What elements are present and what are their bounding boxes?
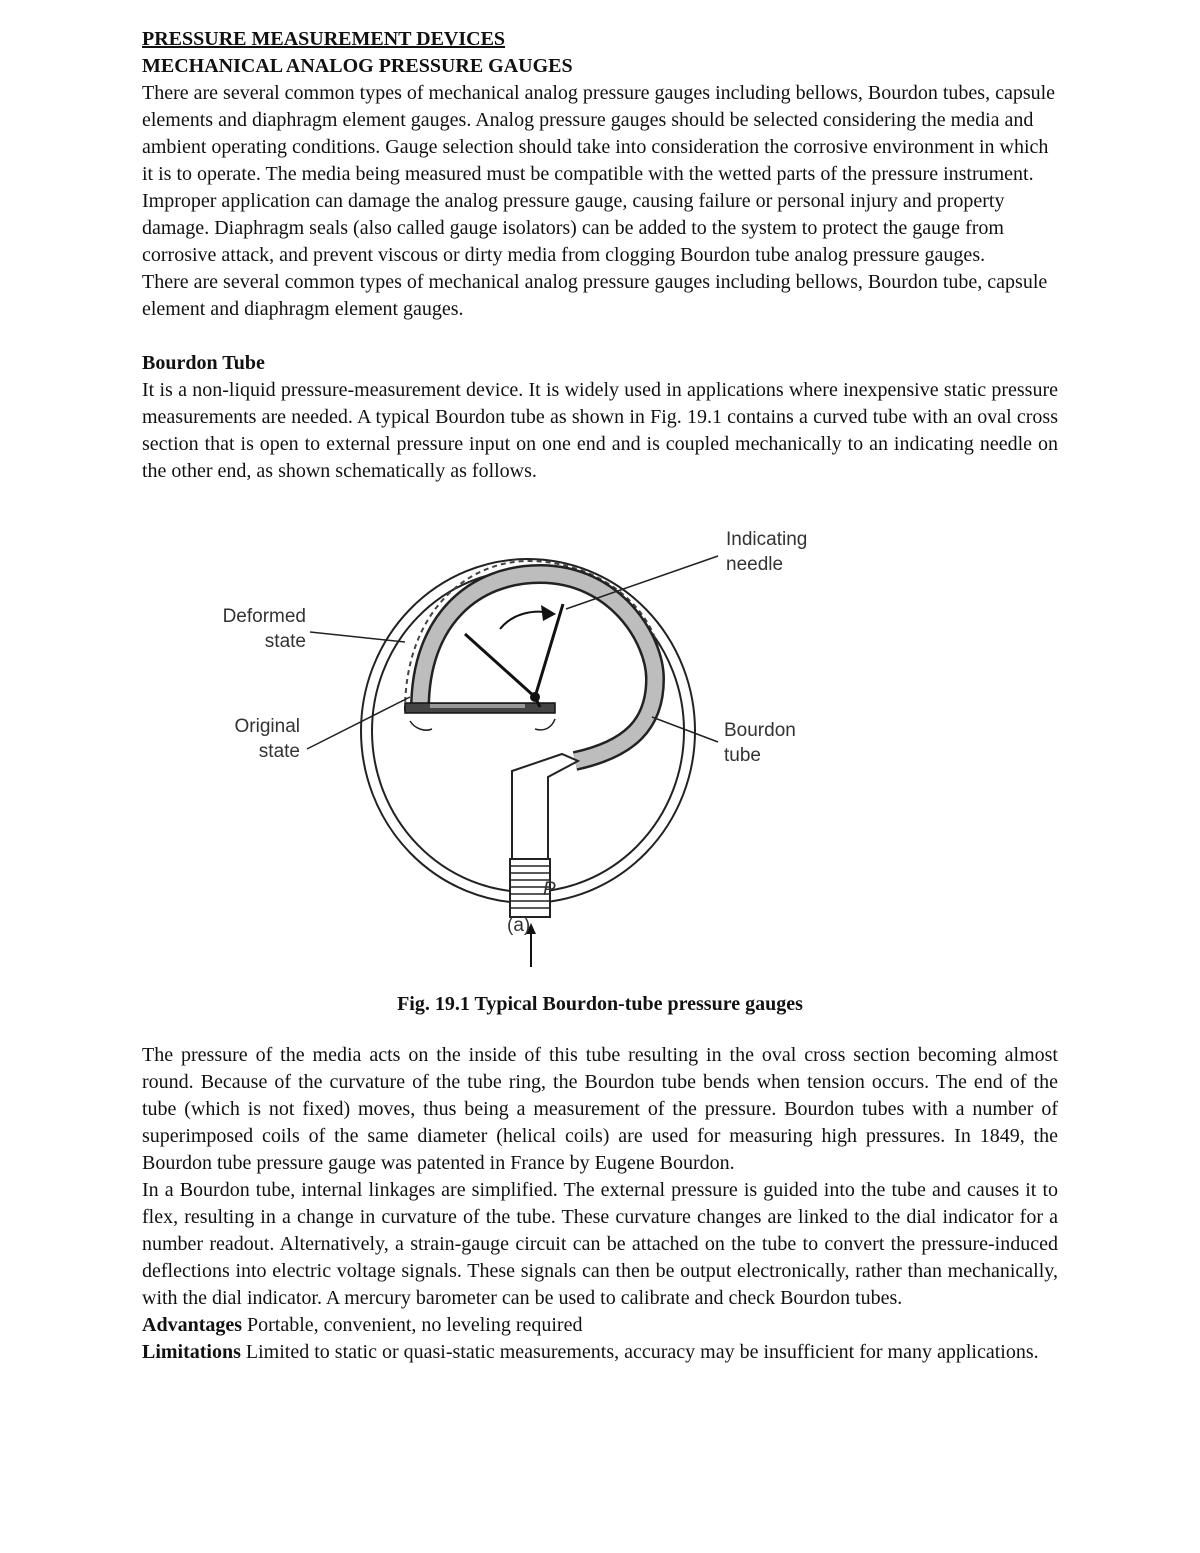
label-bourdon: Bourdon — [724, 720, 796, 741]
bourdon-gauge-diagram — [0, 499, 1200, 991]
body-paragraph-2: In a Bourdon tube, internal linkages are simplified. The external pressure is guided into the tube and causes it to flex, resulting in a change in curvature of the tube. These curvature changes are linked to the dial indicator for a number readout. Alternatively, a strain-gauge circuit can be attached on the tube to convert the pressure-induced deflections into electric voltage signals. These signals can then be output electronically, rather than mechanically, with the dial indicator. A mercury barometer can be used to calibrate and check Bourdon tubes. — [142, 1179, 1058, 1309]
document-title: PRESSURE MEASUREMENT DEVICES — [142, 28, 506, 50]
limitations-label: Limitations — [142, 1341, 241, 1363]
original-motion-arrow — [410, 721, 432, 730]
label-deformed: Deformed — [222, 606, 306, 627]
label-pressure: P — [543, 879, 556, 900]
advantages-line — [142, 1312, 1058, 1339]
document-page — [142, 26, 1058, 1366]
blank-line — [142, 1018, 1058, 1042]
needle-original — [465, 634, 535, 697]
advantages-text: Portable, convenient, no leveling required — [242, 1314, 583, 1336]
label-tube: tube — [724, 745, 761, 766]
limitations-line — [142, 1339, 1058, 1366]
label-indicating: Indicating — [726, 529, 808, 550]
label-needle: needle — [726, 554, 784, 575]
figure-caption: Fig. 19.1 Typical Bourdon-tube pressure gauges — [397, 993, 803, 1015]
figure-bourdon-gauge — [142, 499, 1058, 991]
intro-paragraph-2: There are several common types of mechanical analog pressure gauges including bellows, Bourdon tube, capsule element and diaphragm element gauges. — [142, 271, 1048, 320]
label-original: Original — [234, 716, 300, 737]
leader-bourdon-tube — [652, 717, 718, 742]
linkage-bar-inner — [430, 704, 525, 708]
label-subfigure-a: (a) — [507, 915, 531, 936]
section-heading-bourdon-tube: Bourdon Tube — [142, 352, 265, 374]
section-heading-mechanical-gauges: MECHANICAL ANALOG PRESSURE GAUGES — [142, 55, 573, 77]
intro-paragraph-1: There are several common types of mechanical analog pressure gauges including bellows, Bourdon tubes, capsule elements and diaphragm element gauges. Analog pressure gauges should be selected considering the media and ambient operating conditions. Gauge selection should take into consideration the corrosive environment in which it is to operate. The media being measured must be compatible with the wetted parts of the pressure instrument. Improper application can damage the analog pressure gauge, causing failure or personal injury and property damage. Diaphragm seals (also called gauge isolators) can be added to the system to protect the gauge from corrosive attack, and prevent viscous or dirty media from clogging Bourdon tube analog pressure gauges. — [142, 82, 1056, 266]
blank-line — [142, 323, 1058, 350]
label-deformed-state: state — [264, 631, 306, 652]
bourdon-intro-paragraph: It is a non-liquid pressure-measurement device. It is widely used in applications where inexpensive static pressure measurements are needed. A typical Bourdon tube as shown in Fig. 19.1 contains a curved tube with an oval cross section that is open to external pressure input on one end and is coupled mechanically to an indicating needle on the other end, as shown schematically as follows. — [142, 379, 1058, 482]
advantages-label: Advantages — [142, 1314, 243, 1336]
linkage-motion-arrow — [535, 719, 555, 730]
leader-original-state — [307, 697, 410, 749]
tube-inlet-stem — [512, 754, 578, 859]
deflection-arrowhead — [541, 605, 556, 621]
label-original-state: state — [258, 741, 300, 762]
body-paragraph-1: The pressure of the media acts on the inside of this tube resulting in the oval cross section becoming almost round. Because of the curvature of the tube ring, the Bourdon tube bends when tension occurs. The end of the tube (which is not fixed) moves, thus being a measurement of the pressure. Bourdon tubes with a number of superimposed coils of the same diameter (helical coils) are used for measuring high pressures. In 1849, the Bourdon tube pressure gauge was patented in France by Eugene Bourdon. — [142, 1044, 1058, 1174]
limitations-text: Limited to static or quasi-static measurements, accuracy may be insufficient for many applications. — [240, 1341, 1039, 1363]
needle-deflected — [535, 604, 563, 697]
